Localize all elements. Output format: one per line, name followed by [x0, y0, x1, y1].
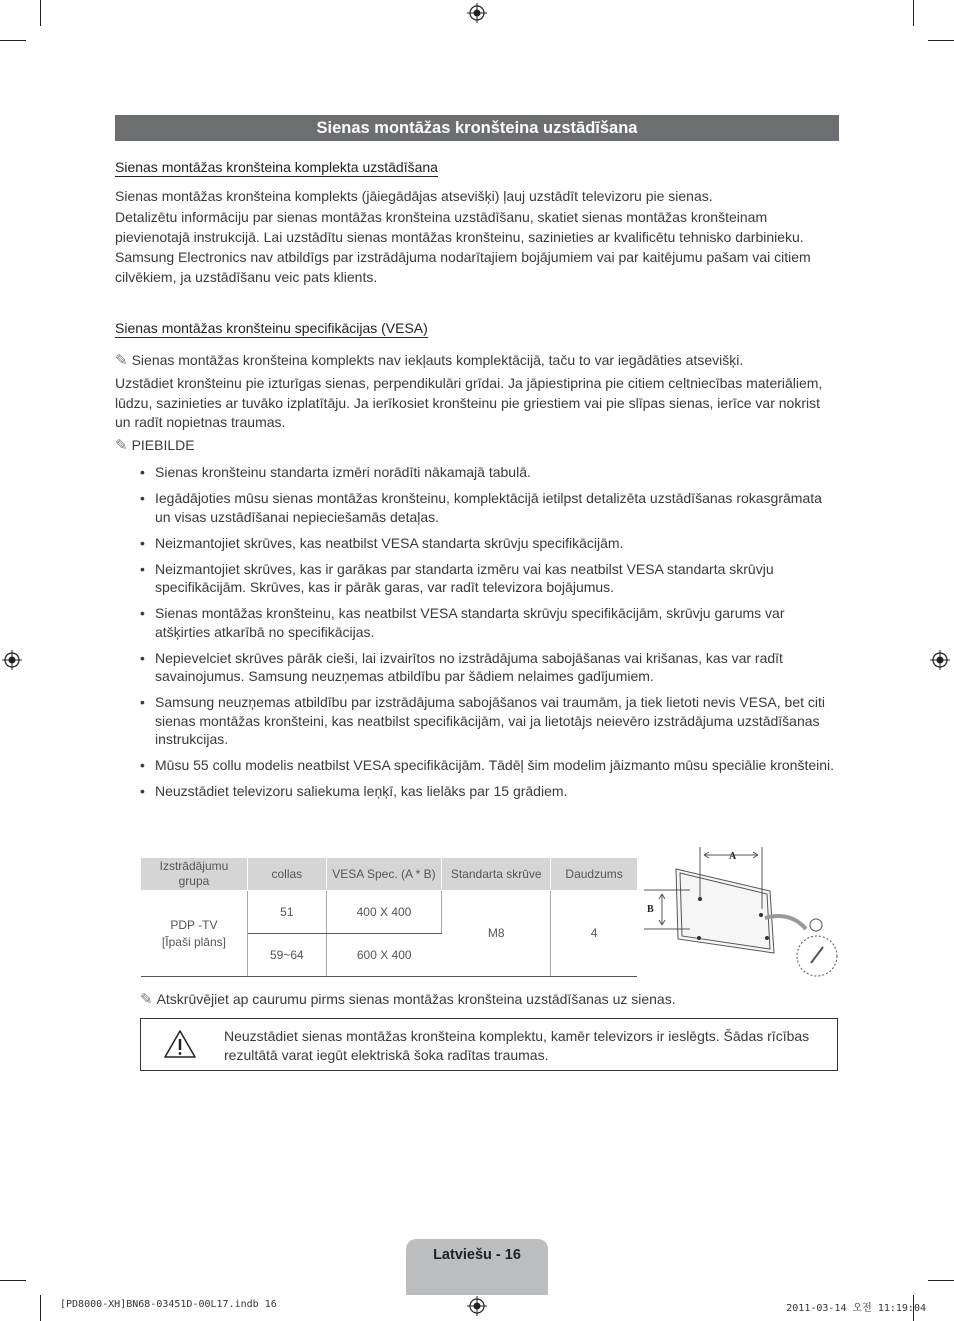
list-item: • Mūsu 55 collu modelis neatbilst VESA specifikācijām. Tādēļ šim modelim jāizmanto mūsu speciālie kronšteini. [140, 756, 840, 775]
crop-mark [0, 1280, 26, 1281]
table-cell: 400 X 400 [326, 891, 441, 934]
notes-list [140, 463, 840, 808]
table-cell: 600 X 400 [326, 934, 441, 977]
kit-paragraph: Sienas montāžas kronšteina komplekts (jāiegādājas atsevišķi) ļauj uzstādīt televizoru pie sienas. [115, 188, 713, 204]
pencil-note-icon: ✎ [115, 436, 128, 454]
print-slug-right: 2011-03-14 오전 11:19:04 [786, 1303, 926, 1314]
registration-mark-icon [930, 650, 950, 670]
list-item: • Neizmantojiet skrūves, kas ir garākas par standarta izmēru vai kas neatbilst VESA standarta skrūvju specifikācijām. Skrūves, kas ir pārāk garas, var radīt televizora bojājumus. [140, 560, 840, 597]
print-slug-left: [PD8000-XH]BN68-03451D-00L17.indb 16 [60, 1299, 277, 1310]
crop-mark [40, 1295, 41, 1321]
crop-mark [913, 0, 914, 26]
warning-text: Neuzstādiet sienas montāžas kronšteina komplektu, kamēr televizors ir ieslēgts. Šādas rīcības rezultātā varat iegūt elektriskā šoka radītas traumas. [224, 1028, 810, 1063]
product-group-cell [141, 891, 247, 977]
kit-heading-wrap [115, 159, 438, 177]
list-item: • Iegādājoties mūsu sienas montāžas kronšteinu, komplektācijā ietilpst detalizēta uzstādīšanas rokasgrāmata un visas uzstādīšanai nepieciešamās detaļas. [140, 489, 840, 526]
kit-paragraph: Samsung Electronics nav atbildīgs par izstrādājuma nodarītajiem bojājumiem vai par kaitējumu pašam vai citiem cilvēkiem, ja uzstādīšanu veic pats klients. [115, 249, 811, 285]
list-item: • Sienas kronšteinu standarta izmēri norādīti nākamajā tabulā. [140, 463, 840, 482]
crop-mark [928, 40, 954, 41]
list-item: • Samsung neuzņemas atbildību par izstrādājuma sabojāšanos vai traumām, ja tiek lietoti nevis VESA, bet citi sienas montāžas kronšteini, kas neatbilst specifikācijām, vai ja lietotājs neievēro izstrādājuma uzstādīšanas instrukcijas. [140, 693, 840, 749]
registration-mark-icon [467, 1296, 487, 1316]
note-text: Sienas montāžas kronšteina komplekts nav iekļauts komplektācijā, taču to var iegādāties atsevišķi. [131, 352, 744, 368]
note-label: PIEBILDE [131, 437, 195, 453]
table-header-cell: VESA Spec. (A * B) [326, 858, 441, 891]
table-header-row [141, 858, 637, 891]
vesa-spec-table [141, 857, 637, 977]
section-title: Sienas montāžas kronšteina uzstādīšana [115, 115, 839, 141]
warning-triangle-icon [163, 1029, 197, 1059]
table-header-cell: Izstrādājumu grupa [141, 858, 247, 891]
registration-mark-icon [467, 3, 487, 23]
list-item: • Sienas montāžas kronšteinu, kas neatbilst VESA standarta skrūvju specifikācijām, skrūvju garums var atšķirties atkarībā no specifikācijas. [140, 604, 840, 641]
table-cell: 51 [247, 891, 326, 934]
warning-box [140, 1018, 838, 1071]
vesa-paragraph: Uzstādiet kronšteinu pie izturīgas sienas, perpendikulāri grīdai. Ja jāpiestiprina pie citiem celtniecības materiāliem, lūdzu, sazinieties ar tuvāko izplatītāju. Ja ierīkosiet kronšteinu pie griestiem vai pie slīpas sienas, ierīce var nokrist un radīt nopietnas traumas. [115, 375, 823, 430]
dimension-label-a: A [729, 851, 737, 862]
kit-heading: Sienas montāžas kronšteina komplekta uzstādīšana [115, 159, 438, 175]
note-label-line [115, 436, 839, 456]
crop-mark [40, 0, 41, 26]
pencil-note-icon: ✎ [140, 990, 153, 1008]
note-text: Atskrūvējiet ap caurumu pirms sienas montāžas kronšteina uzstādīšanas uz sienas. [156, 991, 676, 1007]
crop-mark [0, 40, 26, 41]
table-header-cell: Standarta skrūve [442, 858, 551, 891]
kit-paragraph: Detalizētu informāciju par sienas montāžas kronšteina uzstādīšanu, skatiet sienas montāžas kronšteinam pievienotajā instrukcijā. Lai uzstādītu sienas montāžas kronšteinu, sazinieties ar kvalificētu tehnisko darbinieku. [115, 209, 804, 245]
vesa-heading-wrap [115, 320, 428, 338]
list-item: • Neuzstādiet televizoru saliekuma leņķī, kas lielāks par 15 grādiem. [140, 782, 840, 801]
wall-mount-diagram [640, 843, 840, 978]
table-cell: 59~64 [247, 934, 326, 977]
pencil-note-icon: ✎ [115, 351, 128, 369]
registration-mark-icon [2, 650, 22, 670]
crop-mark [928, 1280, 954, 1281]
table-row [141, 891, 637, 934]
dimension-label-b: B [647, 904, 654, 915]
page-label: Latviešu - 16 [433, 1247, 521, 1263]
product-group: PDP -TV [Īpaši plāns] [161, 917, 226, 949]
table-header-cell: collas [247, 858, 326, 891]
page-number-tab [406, 1239, 548, 1295]
table-header-cell: Daudzums [551, 858, 637, 891]
table-cell: 4 [551, 891, 637, 977]
table-cell: M8 [442, 891, 551, 977]
list-item: • Nepievelciet skrūves pārāk cieši, lai izvairītos no izstrādājuma sabojāšanas vai krišanas, kas var radīt savainojumus. Samsung neuzņemas atbildību par šādiem nelaimes gadījumiem. [140, 649, 840, 686]
list-item: • Neizmantojiet skrūves, kas neatbilst VESA standarta skrūvju specifikācijām. [140, 534, 840, 553]
note-line [115, 351, 839, 371]
note-line [140, 990, 840, 1010]
vesa-heading: Sienas montāžas kronšteinu specifikācijas (VESA) [115, 320, 428, 336]
